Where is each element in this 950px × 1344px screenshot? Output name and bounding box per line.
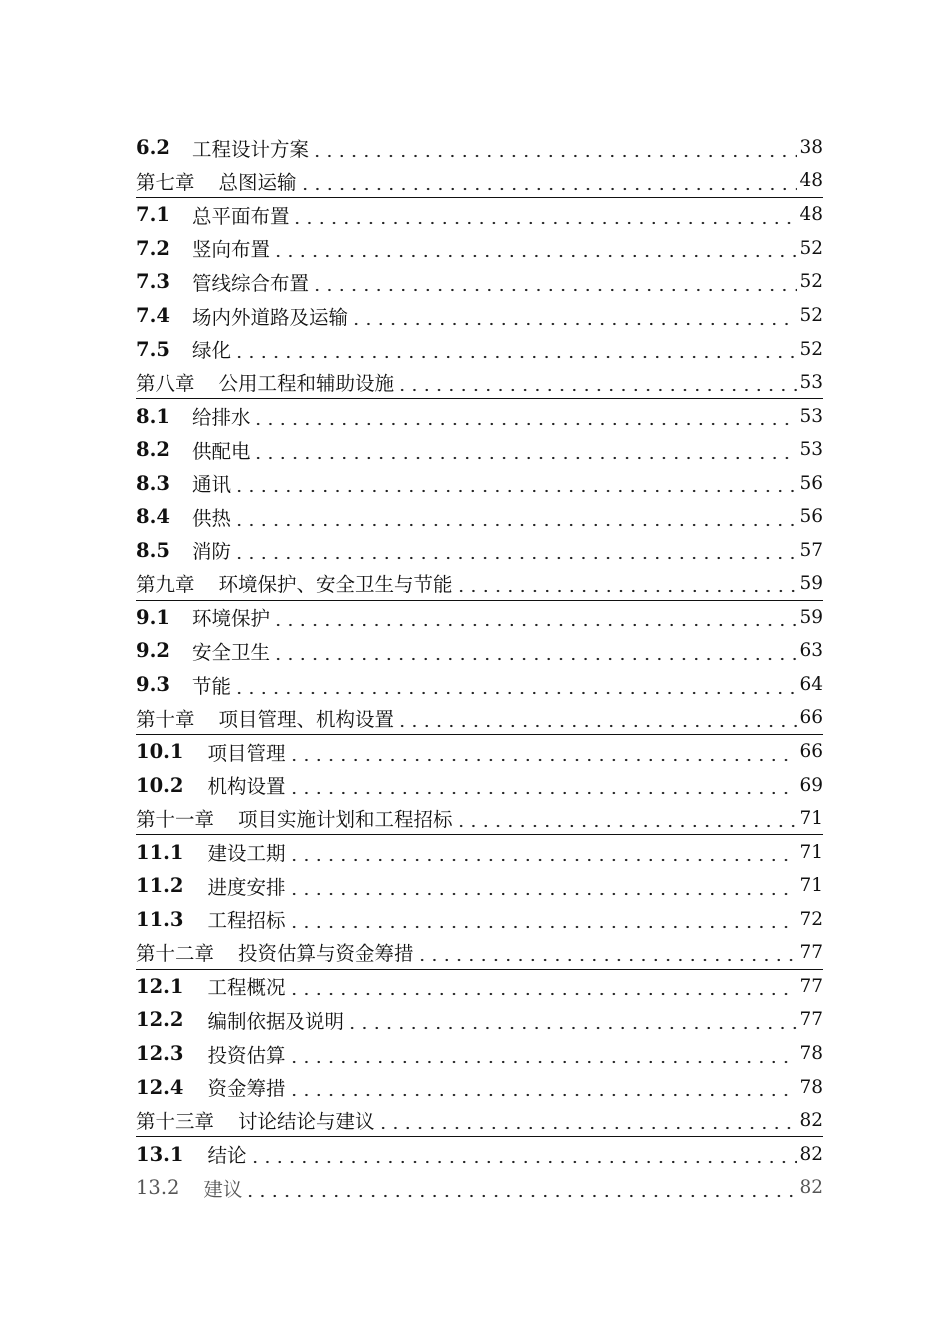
- toc-chapter-entry[interactable]: [136, 936, 823, 970]
- toc-chapter-entry[interactable]: [136, 1104, 823, 1138]
- toc-entry-number: 7.2: [136, 236, 170, 260]
- toc-entry-number: 11.3: [136, 907, 184, 931]
- toc-entry-title: 节能: [191, 674, 231, 698]
- toc-entry-page-number: 38: [799, 137, 823, 159]
- toc-entry-page-number: 66: [799, 707, 823, 729]
- dot-leader: [377, 1114, 798, 1134]
- toc-section-entry[interactable]: [136, 869, 823, 903]
- toc-entry-title: 投资估算: [207, 1043, 286, 1067]
- toc-entry-page-number: 48: [799, 170, 823, 192]
- toc-section-entry[interactable]: [136, 1003, 823, 1037]
- toc-entry-number: 11.2: [136, 874, 184, 898]
- toc-section-entry[interactable]: [136, 601, 823, 635]
- toc-entry-number: 8.1: [136, 404, 170, 428]
- dot-leader: [249, 1148, 798, 1168]
- toc-entry-title: 给排水: [191, 406, 251, 430]
- toc-section-entry[interactable]: [136, 332, 823, 366]
- toc-entry-page-number: 77: [799, 975, 823, 997]
- toc-chapter-entry[interactable]: [136, 366, 823, 400]
- toc-section-entry[interactable]: [136, 768, 823, 802]
- toc-entry-number: 10.2: [136, 773, 184, 797]
- toc-entry-title: 竖向布置: [191, 238, 270, 262]
- toc-entry-number: 7.4: [136, 304, 170, 327]
- toc-entry-title: 总平面布置: [191, 204, 290, 228]
- toc-entry-page-number: 52: [799, 338, 823, 360]
- toc-entry-title: 绿化: [191, 339, 231, 363]
- dot-leader: [396, 712, 797, 732]
- toc-entry-title: 资金筹措: [207, 1077, 286, 1101]
- dot-leader: [455, 812, 798, 832]
- toc-chapter-entry[interactable]: [136, 165, 823, 199]
- dot-leader: [288, 846, 798, 866]
- toc-entry-page-number: 71: [799, 807, 823, 829]
- dot-leader: [233, 511, 798, 531]
- dot-leader: [350, 310, 798, 330]
- dot-leader: [311, 142, 798, 162]
- toc-entry-title: 通讯: [191, 473, 231, 497]
- toc-entry-page-number: 52: [799, 271, 823, 293]
- toc-entry-title: 进度安排: [207, 875, 286, 899]
- toc-section-entry[interactable]: [136, 1070, 823, 1104]
- toc-entry-number: 13.2: [136, 1176, 180, 1200]
- toc-entry-title: 供配电: [191, 439, 251, 463]
- toc-section-entry[interactable]: [136, 1037, 823, 1071]
- dot-leader: [396, 376, 797, 396]
- toc-entry-title: 场内外道路及运输: [191, 305, 348, 329]
- toc-entry-number: 6.2: [136, 136, 170, 160]
- dot-leader: [252, 410, 797, 430]
- toc-entry-title: 总图运输: [218, 170, 297, 194]
- toc-entry-number: 10.1: [136, 740, 184, 764]
- toc-entry-title: 投资估算与资金筹措: [238, 942, 414, 966]
- toc-entry-page-number: 52: [799, 237, 823, 259]
- toc-entry-page-number: 77: [799, 941, 823, 963]
- toc-entry-title: 讨论结论与建议: [238, 1110, 375, 1134]
- toc-section-entry[interactable]: [136, 500, 823, 534]
- toc-section-entry[interactable]: [136, 198, 823, 232]
- toc-section-entry[interactable]: [136, 735, 823, 769]
- toc-entry-number: 12.4: [136, 1075, 184, 1099]
- toc-entry-title: 工程招标: [207, 909, 286, 933]
- toc-section-entry[interactable]: [136, 399, 823, 433]
- toc-entry-number: 12.1: [136, 974, 184, 998]
- dot-leader: [288, 913, 798, 933]
- toc-entry-page-number: 59: [799, 606, 823, 628]
- toc-entry-title: 编制依据及说明: [207, 1009, 345, 1033]
- toc-section-entry[interactable]: [136, 433, 823, 467]
- toc-entry-page-number: 63: [799, 640, 823, 662]
- toc-chapter-entry[interactable]: [136, 567, 823, 601]
- table-of-contents: [136, 131, 823, 1205]
- toc-section-entry[interactable]: [136, 1137, 823, 1171]
- toc-section-entry[interactable]: [136, 835, 823, 869]
- toc-section-entry[interactable]: [136, 1171, 823, 1205]
- dot-leader: [288, 779, 798, 799]
- toc-entry-title: 项目管理、机构设置: [218, 707, 395, 731]
- toc-entry-page-number: 78: [799, 1076, 823, 1098]
- dot-leader: [233, 343, 798, 363]
- toc-entry-page-number: 71: [799, 875, 823, 897]
- dot-leader: [311, 276, 798, 296]
- toc-entry-page-number: 56: [799, 506, 823, 528]
- toc-section-entry[interactable]: [136, 903, 823, 937]
- dot-leader: [233, 679, 798, 699]
- toc-section-entry[interactable]: [136, 534, 823, 568]
- toc-entry-page-number: 56: [799, 472, 823, 494]
- dot-leader: [233, 477, 798, 497]
- toc-entry-title: 管线综合布置: [191, 271, 309, 295]
- toc-entry-title: 项目实施计划和工程招标: [238, 808, 453, 832]
- toc-entry-number: 7.3: [136, 270, 170, 294]
- toc-entry-number: 9.2: [136, 639, 170, 663]
- toc-entry-page-number: 82: [799, 1143, 823, 1165]
- toc-entry-page-number: 71: [799, 841, 823, 863]
- toc-entry-title: 工程概况: [207, 976, 286, 1000]
- toc-entry-page-number: 64: [799, 674, 823, 696]
- toc-entry-number: 9.1: [136, 605, 170, 629]
- toc-section-entry[interactable]: [136, 668, 823, 702]
- toc-entry-page-number: 52: [799, 305, 823, 326]
- dot-leader: [272, 611, 798, 631]
- dot-leader: [291, 209, 797, 229]
- toc-entry-number: 8.4: [136, 505, 170, 529]
- toc-entry-page-number: 48: [799, 204, 823, 226]
- toc-entry-title: 工程设计方案: [191, 137, 309, 161]
- toc-entry-title: 建设工期: [207, 842, 286, 866]
- toc-entry-title: 结论: [207, 1144, 247, 1168]
- toc-entry-page-number: 59: [799, 572, 823, 594]
- toc-entry-number: 第十一章: [136, 808, 215, 832]
- toc-section-entry[interactable]: [136, 466, 823, 500]
- dot-leader: [272, 645, 798, 665]
- toc-section-entry[interactable]: [136, 265, 823, 299]
- dot-leader: [299, 175, 798, 195]
- toc-chapter-entry[interactable]: [136, 701, 823, 735]
- toc-entry-number: 第七章: [136, 170, 195, 194]
- toc-entry-page-number: 53: [799, 439, 823, 461]
- toc-entry-number: 8.3: [136, 471, 170, 495]
- toc-section-entry[interactable]: [136, 634, 823, 668]
- toc-section-entry[interactable]: [136, 970, 823, 1004]
- toc-entry-title: 环境保护、安全卫生与节能: [218, 573, 453, 597]
- toc-entry-number: 7.1: [136, 203, 170, 227]
- toc-entry-page-number: 77: [799, 1009, 823, 1031]
- toc-entry-number: 第十三章: [136, 1110, 215, 1134]
- toc-entry-number: 第十章: [136, 707, 195, 731]
- toc-entry-number: 8.2: [136, 438, 170, 462]
- toc-entry-page-number: 72: [799, 908, 823, 930]
- toc-entry-number: 12.2: [136, 1008, 184, 1032]
- toc-entry-title: 机构设置: [207, 775, 286, 799]
- dot-leader: [288, 880, 798, 900]
- toc-entry-title: 环境保护: [191, 607, 270, 631]
- toc-entry-number: 第八章: [136, 372, 195, 396]
- toc-entry-page-number: 82: [799, 1109, 823, 1131]
- dot-leader: [416, 946, 798, 966]
- dot-leader: [233, 544, 798, 564]
- toc-section-entry[interactable]: [136, 299, 823, 333]
- toc-entry-number: 第十二章: [136, 942, 215, 966]
- toc-entry-number: 11.1: [136, 840, 184, 864]
- dot-leader: [288, 980, 798, 1000]
- toc-entry-page-number: 57: [799, 539, 823, 561]
- toc-entry-number: 8.5: [136, 538, 170, 562]
- toc-chapter-entry[interactable]: [136, 802, 823, 836]
- toc-entry-page-number: 53: [799, 371, 823, 393]
- toc-section-entry[interactable]: [136, 131, 823, 165]
- toc-entry-page-number: 53: [799, 405, 823, 427]
- dot-leader: [244, 1182, 797, 1202]
- dot-leader: [346, 1014, 797, 1034]
- toc-section-entry[interactable]: [136, 232, 823, 266]
- toc-entry-title: 安全卫生: [191, 640, 270, 664]
- toc-entry-title: 消防: [191, 540, 231, 564]
- toc-entry-title: 建议: [203, 1177, 243, 1201]
- toc-entry-title: 供热: [191, 506, 231, 530]
- dot-leader: [288, 1081, 798, 1101]
- dot-leader: [288, 1048, 798, 1068]
- toc-entry-page-number: 69: [799, 774, 823, 796]
- toc-entry-number: 9.3: [136, 673, 170, 697]
- dot-leader: [252, 444, 797, 464]
- toc-entry-page-number: 78: [799, 1043, 823, 1065]
- toc-entry-page-number: 82: [799, 1177, 823, 1199]
- toc-entry-number: 第九章: [136, 573, 195, 597]
- dot-leader: [288, 746, 798, 766]
- toc-entry-page-number: 66: [799, 741, 823, 763]
- toc-entry-title: 公用工程和辅助设施: [218, 372, 395, 396]
- toc-entry-number: 7.5: [136, 337, 170, 361]
- toc-entry-number: 13.1: [136, 1142, 184, 1166]
- dot-leader: [272, 242, 798, 262]
- dot-leader: [455, 577, 798, 597]
- toc-entry-title: 项目管理: [207, 741, 286, 765]
- toc-entry-number: 12.3: [136, 1042, 184, 1066]
